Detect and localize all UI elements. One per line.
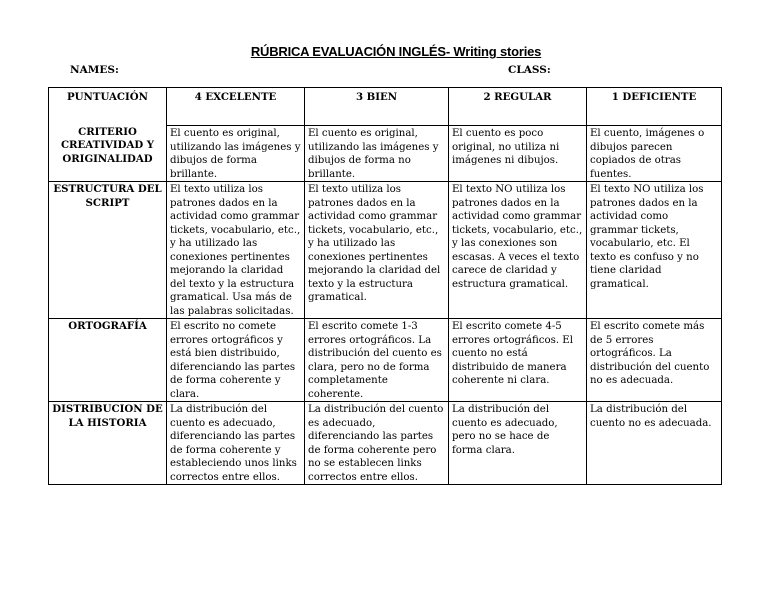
descriptor-cell: El cuento es original, utilizando las imágenes y dibujos de forma no brillante. [305,126,449,182]
descriptor-cell: La distribución del cuento es adecuado, pero no se hace de forma clara. [449,402,587,485]
table-row [49,126,722,182]
table-row [49,319,722,402]
rubric-table [48,87,722,485]
criterion-cell [49,126,167,182]
class-label: CLASS: [508,64,551,76]
names-label: NAMES: [70,64,119,76]
descriptor-cell: El escrito no comete errores ortográficos y está bien distribuido, diferenciando las partes de forma coherente y clara. [167,319,305,402]
criterion-label: DISTRIBUCION DE LA HISTORIA [52,403,163,429]
criterion-cell [49,319,167,402]
descriptor-cell: El escrito comete 4-5 errores ortográficos. El cuento no está distribuido de manera coherente ni clara. [449,319,587,402]
descriptor-cell: El texto utiliza los patrones dados en la actividad como grammar tickets, vocabulario, etc., y ha utilizado las conexiones pertinentes mejorando la claridad del texto y la estructura gramatical. [305,182,449,319]
descriptor-cell: El escrito comete más de 5 errores ortográficos. La distribución del cuento no es adecuada. [587,319,722,402]
descriptor-cell: El texto utiliza los patrones dados en la actividad como grammar tickets, vocabulario, etc., y ha utilizado las conexiones pertinentes mejorando la claridad del texto y la estructura gramatical. Usa más de las palabras solicitadas. [167,182,305,319]
table-row [49,402,722,485]
level-header-2: 2 REGULAR [449,88,587,126]
criterion-label: ESTRUCTURA DEL SCRIPT [53,183,162,209]
document-title: RÚBRICA EVALUACIÓN INGLÉS- Writing stories [250,44,542,59]
level-header-1: 1 DEFICIENTE [587,88,722,126]
criterion-cell [49,182,167,319]
corner-header-cell [49,88,167,126]
descriptor-cell: El escrito comete 1-3 errores ortográficos. La distribución del cuento es clara, pero no de forma completamente coherente. [305,319,449,402]
table-row [49,182,722,319]
criterion-label: CREATIVIDAD Y ORIGINALIDAD [60,139,155,165]
criterion-label: ORTOGRAFÍA [68,320,147,332]
puntuacion-label: PUNTUACIÓN [67,91,148,103]
descriptor-cell: El texto NO utiliza los patrones dados en la actividad como grammar tickets, vocabulario, etc. El texto es confuso y no tiene claridad gramatical. [587,182,722,319]
descriptor-cell: El texto NO utiliza los patrones dados en la actividad como grammar tickets, vocabulario, etc., y las conexiones son escasas. A veces el texto carece de claridad y estructura gramatical. [449,182,587,319]
level-header-3: 3 BIEN [305,88,449,126]
criterion-cell [49,402,167,485]
descriptor-cell: El cuento es poco original, no utiliza ni imágenes ni dibujos. [449,126,587,182]
criterio-label: CRITERIO [78,125,137,138]
descriptor-cell: La distribución del cuento no es adecuada. [587,402,722,485]
descriptor-cell: El cuento, imágenes o dibujos parecen copiados de otras fuentes. [587,126,722,182]
descriptor-cell: La distribución del cuento es adecuado, diferenciando las partes de forma coherente y estableciendo unos links correctos entre ellos. [167,402,305,485]
level-header-4: 4 EXCELENTE [167,88,305,126]
descriptor-cell: La distribución del cuento es adecuado, diferenciando las partes de forma coherente pero no se establecen links correctos entre ellos. [305,402,449,485]
descriptor-cell: El cuento es original, utilizando las imágenes y dibujos de forma brillante. [167,126,305,182]
header-row [49,88,722,126]
